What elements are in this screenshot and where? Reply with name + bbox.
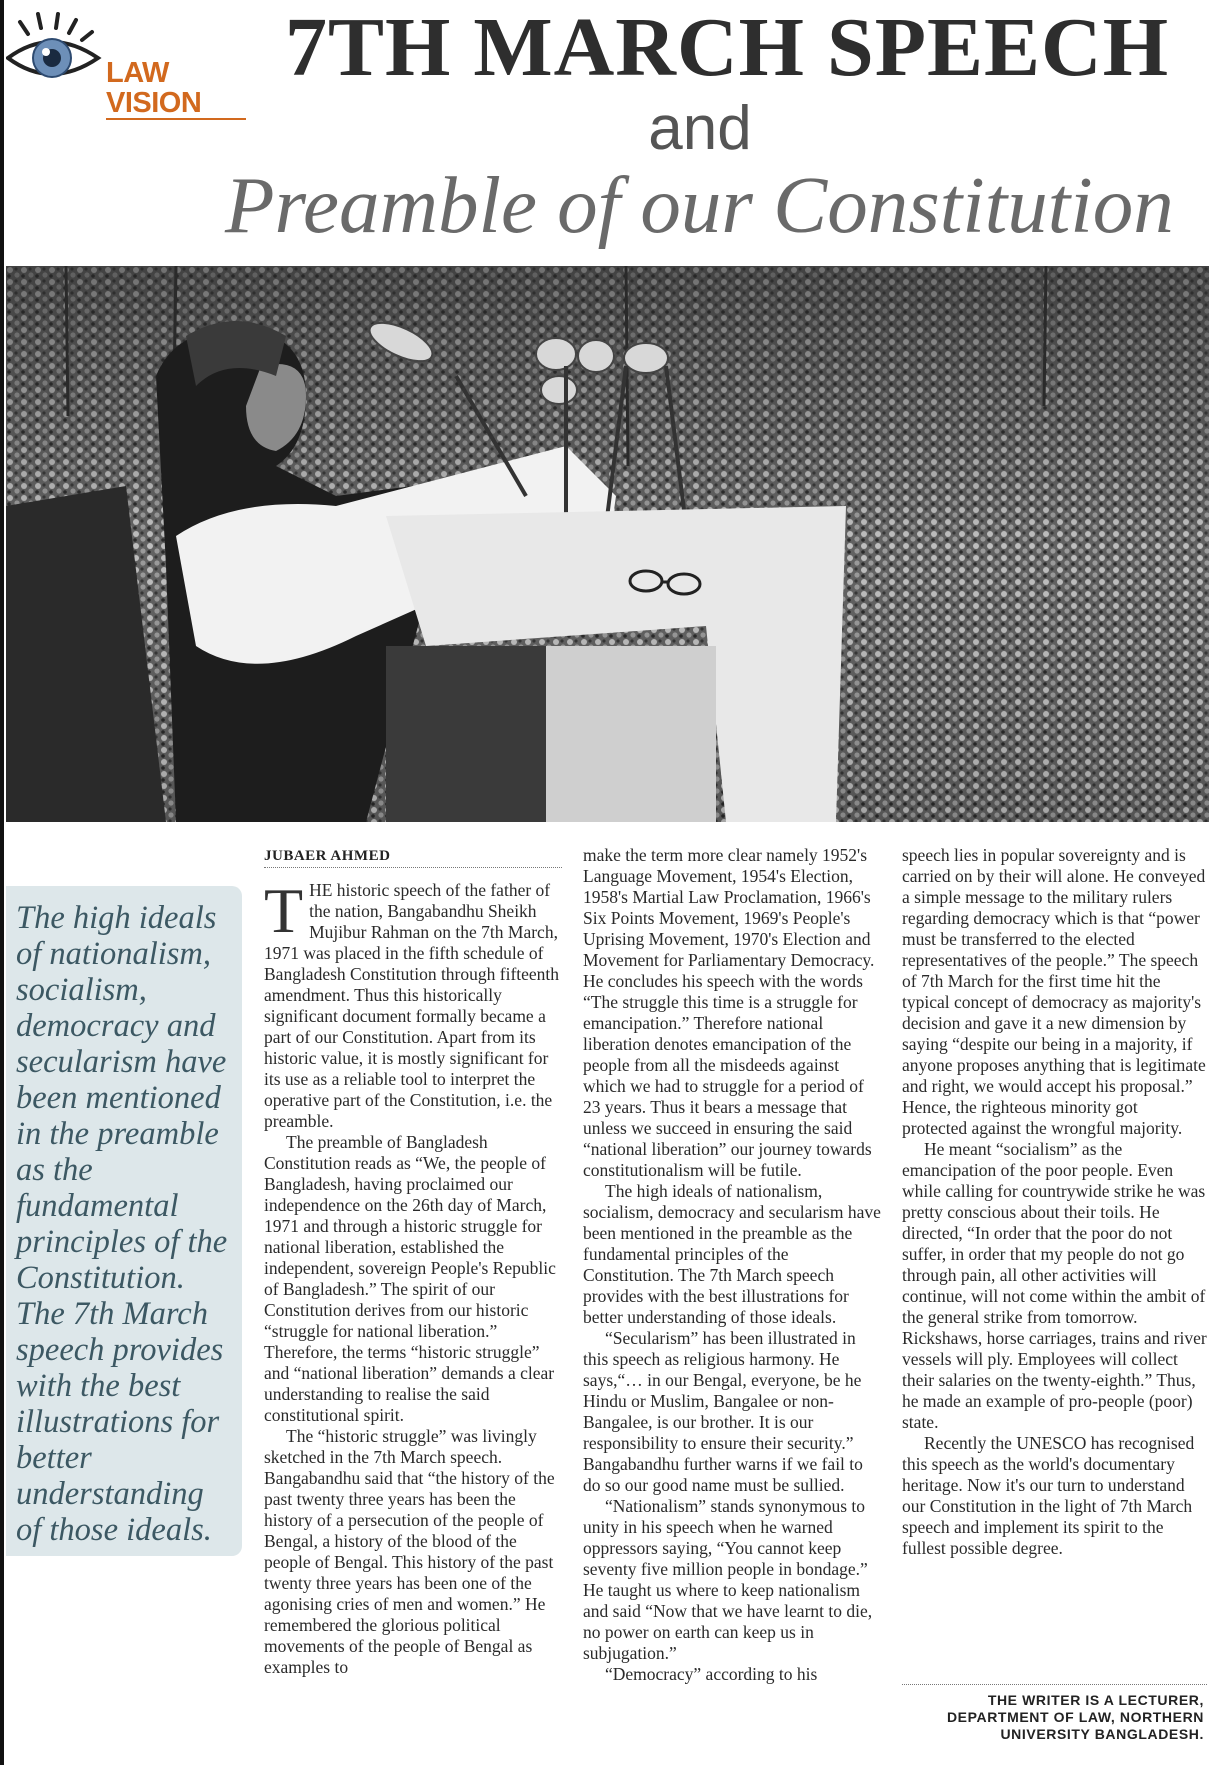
eye-icon bbox=[6, 12, 106, 92]
law-vision-logo bbox=[6, 12, 246, 119]
article-paragraph: The high ideals of nationalism, socialism, democracy and secularism have been mentioned in the preamble as the fundamental principles of the Constitution. The 7th March speech provides with the best illustrations for better understanding of those ideals. bbox=[583, 1181, 881, 1327]
headline-connector: and bbox=[648, 94, 752, 163]
article-paragraph: make the term more clear namely 1952's Language Movement, 1954's Election, 1958's Martial Law Proclamation, 1966's Six Points Movement, 1969's People's Uprising Movement, 1970's Election and Movement for Parliamentary Democracy. He concludes his speech with the words “The struggle this time is a struggle for emancipation.” Therefore national liberation denotes emancipation of the people from all the misdeeds against which we had to struggle for a period of 23 years. Thus it bears a message that unless we succeed in ensuring the said “national liberation” our journey towards constitutionalism will be futile. bbox=[583, 845, 875, 1180]
pull-quote bbox=[6, 886, 242, 1556]
article-paragraph: “Secularism” has been illustrated in this speech as religious harmony. He says,“… in our Bengal, everyone, be he Hindu or Muslim, Bangalee or non-Bangalee, is our brother. It is our responsibility to ensure their security.” Bangabandhu further warns if we fail to do so our good name must be sullied. bbox=[583, 1328, 863, 1495]
writer-note-divider bbox=[902, 1684, 1207, 1685]
article-paragraph: The preamble of Bangladesh Constitution reads as “We, the people of Bangladesh, having proclaimed our independence on the 26th day of March, 1971 and through a historic struggle for national liberation, established the independent, sovereign People's Republic of Bangladesh.” The spirit of our Constitution derives from our historic “struggle for national liberation.” Therefore, the terms “historic struggle” and “national liberation” demands a clear understanding to realise the said constitutional spirit. bbox=[264, 1132, 556, 1425]
article-column-2 bbox=[583, 845, 883, 1685]
headline-title: 7TH MARCH SPEECH bbox=[285, 1, 1170, 94]
pull-quote-text: The high ideals of nationalism, socialism, democracy and secularism have been mentioned in the preamble as the fundamental principles of the Constitution. The 7th March speech provides with the best illustrations for better understanding of those ideals. bbox=[16, 900, 228, 1548]
speech-photo-illustration bbox=[6, 266, 1209, 822]
article-paragraph: The “historic struggle” was livingly sketched in the 7th March speech. Bangabandhu said that “the history of the past twenty three years has been the history of a persecution of the people of Bengal, a history of the blood of the people of Bengal. This history of the past twenty three years has been one of the agonising cries of men and women.” He remembered the glorious political movements of the people of Bengal as examples to bbox=[264, 1426, 555, 1677]
article-column-1 bbox=[264, 875, 566, 1678]
logo-text: LAW VISION bbox=[106, 58, 246, 120]
byline: JUBAER AHMED bbox=[264, 848, 562, 868]
left-border-rule bbox=[0, 0, 4, 1765]
headline-subtitle: Preamble of our Constitution bbox=[225, 160, 1174, 250]
article-paragraph: “Democracy” according to his bbox=[605, 1664, 818, 1684]
article-paragraph: Recently the UNESCO has recognised this speech as the world's documentary heritage. Now it's our turn to understand our Constitution in the light of 7th March speech and implement its spirit to the fullest possible degree. bbox=[902, 1433, 1195, 1558]
article-paragraph: “Nationalism” stands synonymous to unity in his speech when he warned oppressors saying, “You cannot keep seventy five million people in bondage.” He taught us where to keep nationalism and said “Now that we have learnt to die, no power on earth can keep us in subjugation.” bbox=[583, 1496, 873, 1663]
writer-note: THE WRITER IS A LECTURER, DEPARTMENT OF LAW, NORTHERN UNIVERSITY BANGLADESH. bbox=[946, 1692, 1204, 1742]
article-paragraph: He meant “socialism” as the emancipation of the poor people. Even while calling for countrywide strike he was pretty conscious about their toils. He directed, “In order that the poor do not suffer, in order that my people do not go through pain, all other activities will continue, will not come within the ambit of the general strike from tomorrow. Rickshaws, horse carriages, trains and river vessels will ply. Employees will collect their salaries on the twenty-eighth.” Thus, he made an example of pro-people (poor) state. bbox=[902, 1139, 1207, 1432]
article-column-3 bbox=[902, 845, 1207, 1559]
article-paragraph: speech lies in popular sovereignty and is carried on by their will alone. He conveyed a simple message to the military rulers regarding democracy which is that “power must be transferred to the elected representatives of the people.” The speech of 7th March for the first time hit the typical concept of democracy as majority's decision and gave it a new dimension by saying “despite our being in a majority, if anyone proposes anything that is legitimate and right, we would accept his proposal.” Hence, the righteous minority got protected against the wrongful majority. bbox=[902, 845, 1206, 1138]
article-paragraph: THE historic speech of the father of the nation, Bangabandhu Sheikh Mujibur Rahman on the 7th March, 1971 was placed in the fifth schedule of Bangladesh Constitution through fifteenth amendment. Thus this historically significant document formally became a part of our Constitution. Apart from its historic value, it is mostly significant for its use as a reliable tool to interpret the operative part of the Constitution, i.e. the preamble. bbox=[264, 875, 560, 1131]
speech-photo bbox=[6, 266, 1209, 822]
drop-cap: T bbox=[264, 875, 304, 946]
